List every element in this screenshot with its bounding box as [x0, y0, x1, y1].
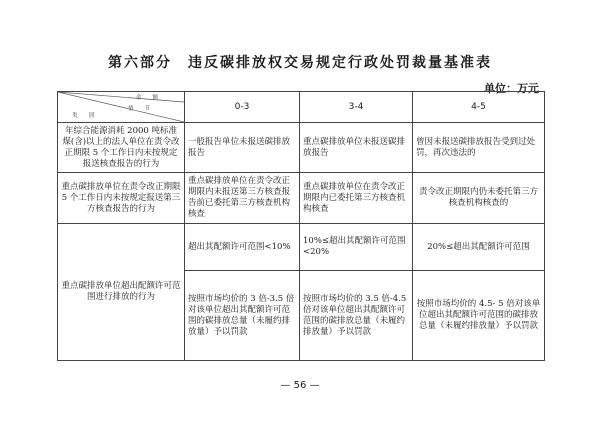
- table-cell: 20%≤超出其配额许可范围: [413, 224, 545, 271]
- col-header-4-5: 4-5: [413, 92, 545, 123]
- col-header-3-4: 3-4: [300, 92, 413, 123]
- table-header-row: [58, 92, 545, 123]
- row-category: 年综合能源消耗 2000 吨标准煤(含)以上的法人单位在责令改正期限 5 个工作日内未按规定报送核查报告的行为: [58, 123, 185, 173]
- table-cell: 责令改正期限内仍未委托第三方核查机构核查的: [413, 173, 545, 224]
- table-row: [58, 123, 545, 173]
- diag-label-amount: 金 额: [136, 95, 159, 101]
- page-title: 第六部分 违反碳排放权交易规定行政处罚裁量基准表: [108, 55, 492, 71]
- page-number: — 56 —: [280, 380, 320, 391]
- table-row: [58, 224, 545, 271]
- table-cell: 10%≤超出其配额许可范围<20%: [300, 224, 413, 271]
- penalty-table: [57, 91, 545, 361]
- table-cell: 一般报告单位未报送碳排放报告: [185, 123, 300, 173]
- table-cell: 按照市场均价的 3 倍-3.5 倍对该单位超出其配额许可范围的碳排放总量（未履约排放量）予以罚款: [185, 271, 300, 361]
- table-row: [58, 173, 545, 224]
- diagonal-header-cell: [58, 92, 185, 123]
- table-cell: 重点碳排放单位在责令改正期限内已委托第三方核查机构核查: [300, 173, 413, 224]
- table-cell: 重点碳排放单位在责令改正期限内未报送第三方核查报告前已委托第三方核查机构核查: [185, 173, 300, 224]
- table-cell: 按照市场均价的 4.5- 5 倍对该单位超出其配额许可范围的碳排放总量（未履约排放量）予以罚款: [413, 271, 545, 361]
- diag-label-circumstance: 情 节: [128, 106, 151, 112]
- table-cell: 超出其配额许可范围<10%: [185, 224, 300, 271]
- table-cell: 曾因未报送碳排放报告受到过处罚，再次违法的: [413, 123, 545, 173]
- row-category: 重点碳排放单位在责令改正期限 5 个工作日内未按规定报送第三方核查报告的行为: [58, 173, 185, 224]
- col-header-0-3: 0-3: [185, 92, 300, 123]
- diag-label-category: 类 别: [72, 113, 95, 119]
- unit-label: 单位：万元: [484, 82, 539, 95]
- table-cell: 重点碳排放单位未报送碳排放报告: [300, 123, 413, 173]
- row-category: 重点碳排放单位超出配额许可范围进行排放的行为: [58, 224, 185, 361]
- table-cell: 按照市场均价的 3.5 倍-4.5 倍对该单位超出其配额许可范围的碳排放总量（未履约排放量）予以罚款: [300, 271, 413, 361]
